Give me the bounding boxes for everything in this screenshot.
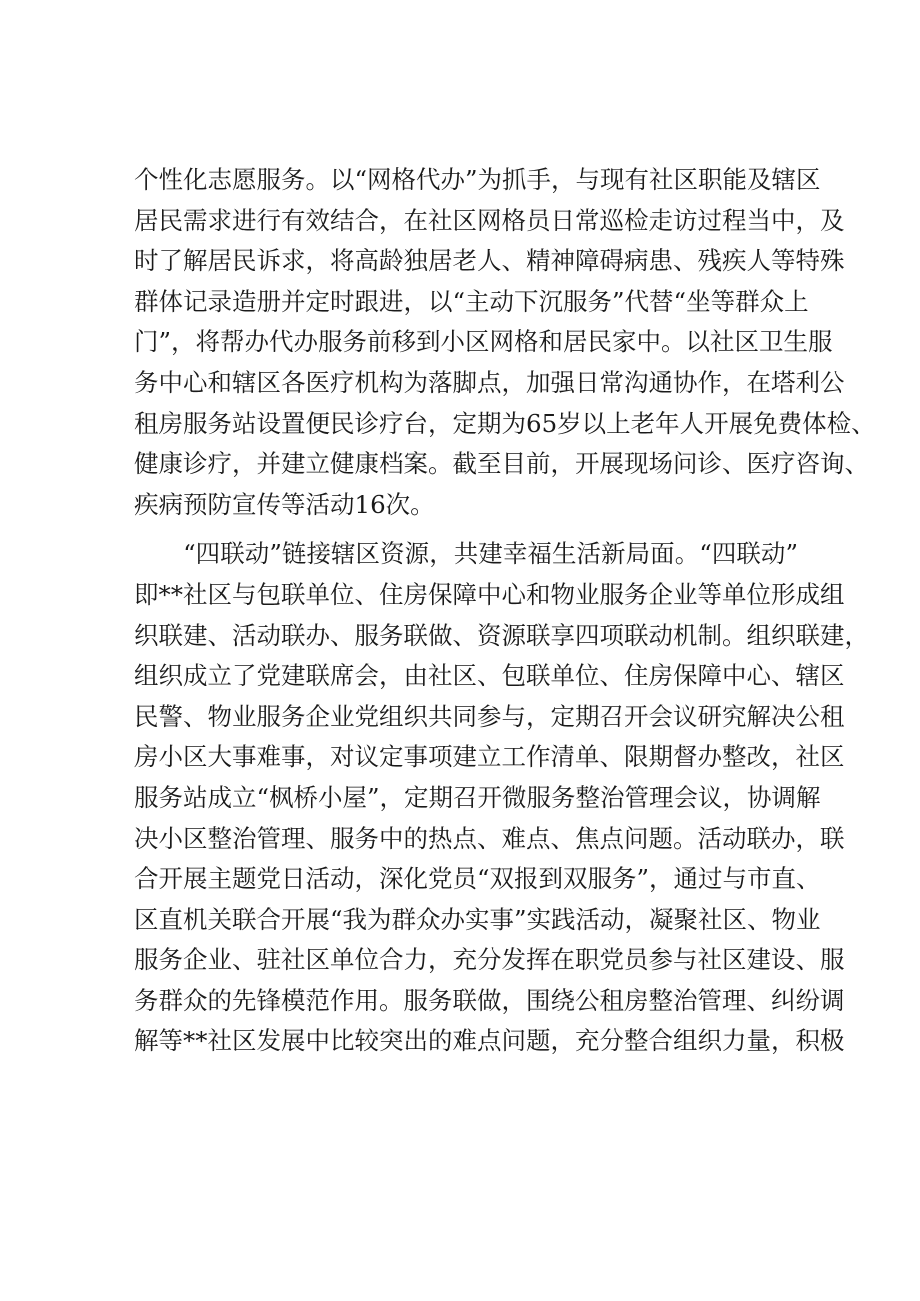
- text-line: 房小区大事难事，对议定事项建立工作清单、限期督办整改，社区: [134, 742, 845, 772]
- document-body: [134, 160, 876, 1062]
- text-line: 时了解居民诉求，将高龄独居老人、精神障碍病患、残疾人等特殊: [134, 246, 845, 276]
- paragraph-1: [134, 160, 876, 525]
- text-line: 区直机关联合开展“我为群众办实事”实践活动，凝聚社区、物业: [134, 904, 821, 934]
- text-line: 解等**社区发展中比较突出的难点问题，充分整合组织力量，积极: [134, 1026, 845, 1056]
- text-line: 织联建、活动联办、服务联做、资源联享四项联动机制。组织联建，: [134, 620, 869, 650]
- paragraph-spacer: [134, 525, 798, 534]
- text-line: 合开展主题党日活动，深化党员“双报到双服务”，通过与市直、: [134, 864, 821, 894]
- text-line: 疾病预防宣传等活动16次。: [134, 489, 435, 519]
- text-line: 健康诊疗，并建立健康档案。截至目前，开展现场问诊、医疗咨询、: [134, 449, 869, 479]
- text-line: 服务站成立“枫桥小屋”，定期召开微服务整治管理会议，协调解: [134, 782, 821, 812]
- text-line: 决小区整治管理、服务中的热点、难点、焦点问题。活动联办，联: [134, 823, 845, 853]
- text-line: 租房服务站设置便民诊疗台，定期为65岁以上老年人开展免费体检、: [134, 408, 876, 438]
- text-line: 务中心和辖区各医疗机构为落脚点，加强日常沟通协作，在塔利公: [134, 367, 845, 397]
- text-line: 即**社区与包联单位、住房保障中心和物业服务企业等单位形成组: [134, 579, 845, 609]
- text-line: 务群众的先锋模范作用。服务联做，围绕公租房整治管理、纠纷调: [134, 985, 845, 1015]
- text-line: 组织成立了党建联席会，由社区、包联单位、住房保障中心、辖区: [134, 661, 845, 691]
- text-line: 门”，将帮办代办服务前移到小区网格和居民家中。以社区卫生服: [134, 327, 833, 357]
- paragraph-2: [134, 534, 869, 1062]
- text-line: 群体记录造册并定时跟进，以“主动下沉服务”代替“坐等群众上: [134, 286, 809, 316]
- text-line: 民警、物业服务企业党组织共同参与，定期召开会议研究解决公租: [134, 701, 845, 731]
- text-line: “四联动”链接辖区资源，共建幸福生活新局面。“四联动”: [134, 539, 798, 569]
- text-line: 个性化志愿服务。以“网格代办”为抓手，与现有社区职能及辖区: [134, 165, 821, 194]
- text-line: 服务企业、驻社区单位合力，充分发挥在职党员参与社区建设、服: [134, 945, 845, 975]
- text-line: 居民需求进行有效结合，在社区网格员日常巡检走访过程当中，及: [134, 205, 845, 235]
